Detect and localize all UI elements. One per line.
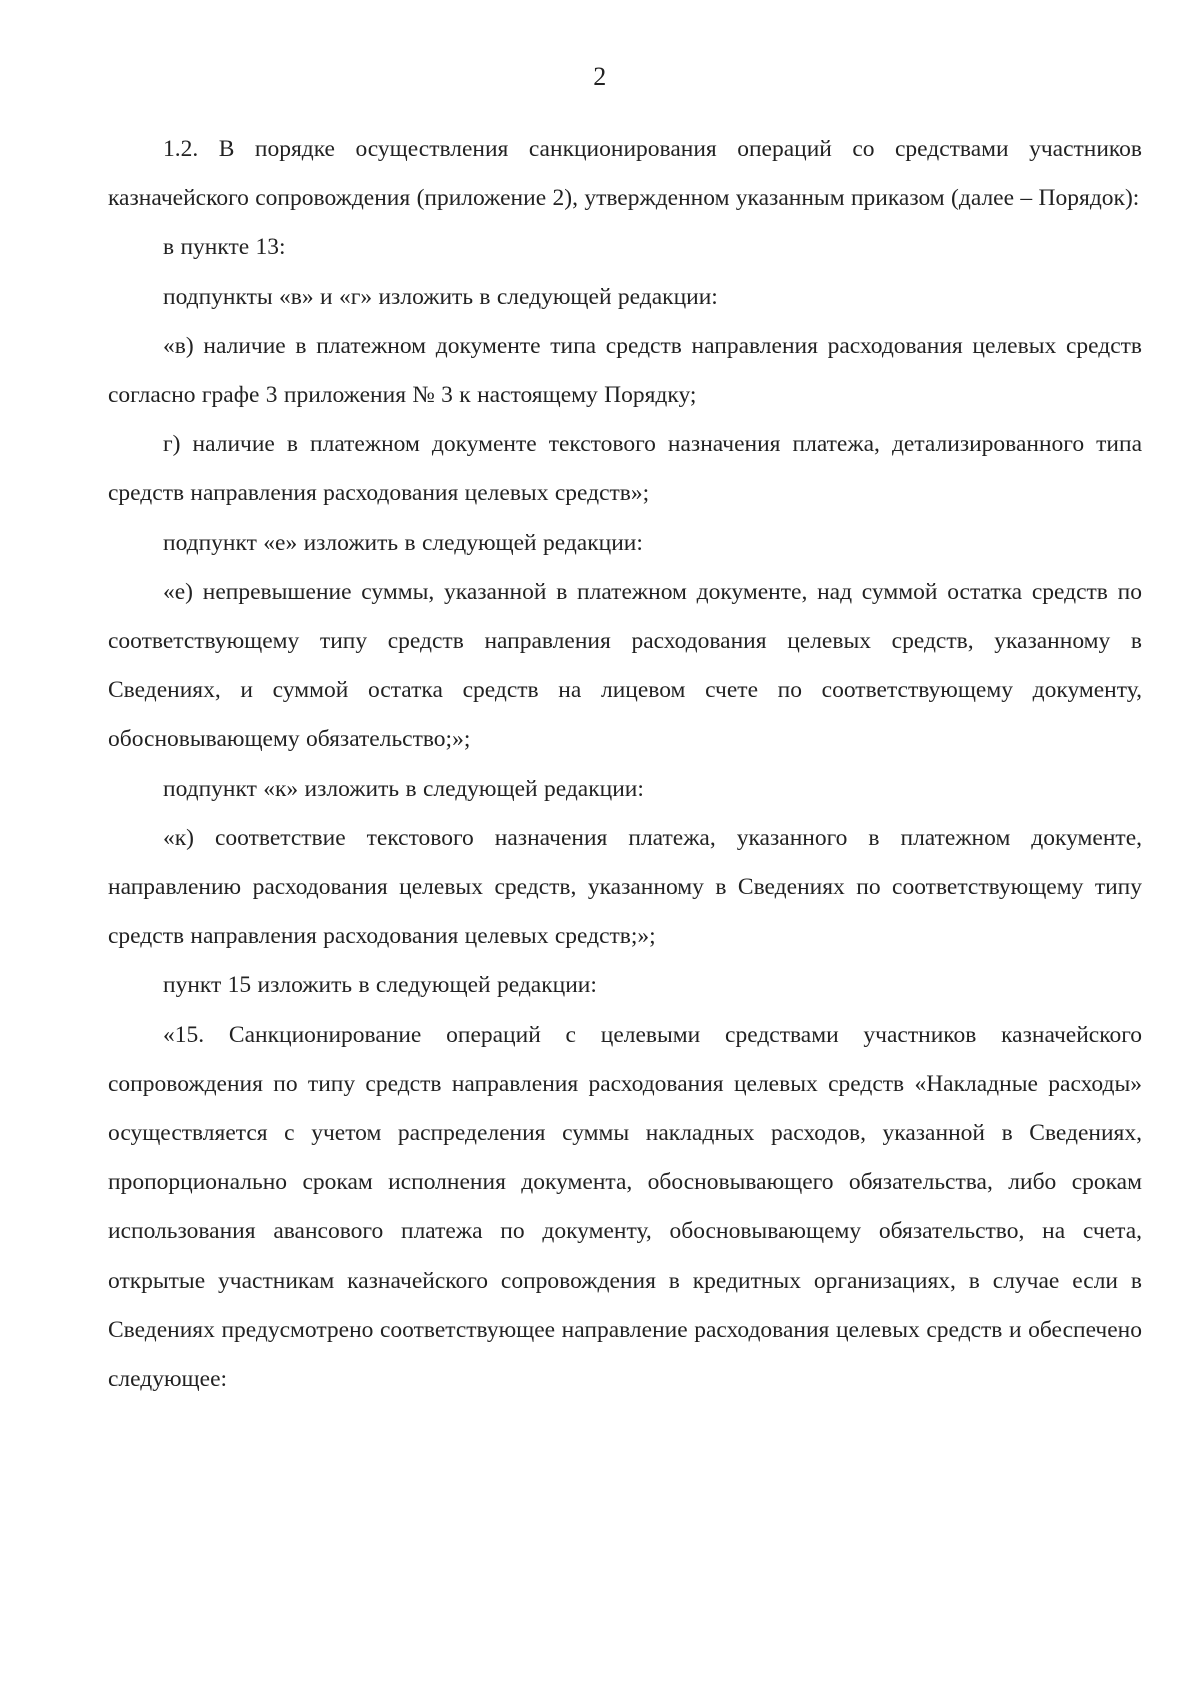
paragraph-subpoint-k-text: «к) соответствие текстового назначения платежа, указанного в платежном документе, направлению расходования целевых средств, указанному в Сведениях по соответствующему типу средств направления расходования целевых средств;»; (108, 824, 1142, 950)
paragraph-subpoint-k: подпункт «к» изложить в следующей редакции: (163, 775, 644, 802)
document-body (108, 125, 1142, 1404)
paragraph-subpoints-v-g: подпункты «в» и «г» изложить в следующей редакции: (163, 283, 718, 310)
paragraph-point-13: в пункте 13: (163, 234, 286, 261)
paragraph-point-15-text: «15. Санкционирование операций с целевыми средствами участников казначейского сопровождения по типу средств направления расходования целевых средств «Накладные расходы» осуществляется с учетом распределения суммы накладных расходов, указанной в Сведениях, пропорционально срокам исполнения документа, обосновывающего обязательства, либо срокам использования авансового платежа по документу, обосновывающему обязательство, на счета, открытые участникам казначейского сопровождения в кредитных организациях, в случае если в Сведениях предусмотрено соответствующее направление расходования целевых средств и обеспечено следующее: (108, 1021, 1142, 1393)
paragraph-subpoint-v-text: «в) наличие в платежном документе типа средств направления расходования целевых средств согласно графе 3 приложения № 3 к настоящему Порядку; (108, 332, 1142, 409)
paragraph-subpoint-e-text: «е) непревышение суммы, указанной в платежном документе, над суммой остатка средств по соответствующему типу средств направления расходования целевых средств, указанному в Сведениях, и суммой остатка средств на лицевом счете по соответствующему документу, обосновывающему обязательство;»; (108, 578, 1142, 753)
paragraph-subpoint-g-text: г) наличие в платежном документе текстового назначения платежа, детализированного типа средств направления расходования целевых средств»; (108, 431, 1142, 507)
paragraph-1-2: 1.2. В порядке осуществления санкционирования операций со средствами участников казначейского сопровождения (приложение 2), утвержденном указанным приказом (далее – Порядок): (108, 136, 1142, 212)
paragraph-subpoint-e: подпункт «е» изложить в следующей редакции: (163, 529, 643, 556)
paragraph-point-15: пункт 15 изложить в следующей редакции: (163, 972, 597, 999)
page-number: 2 (593, 62, 607, 91)
